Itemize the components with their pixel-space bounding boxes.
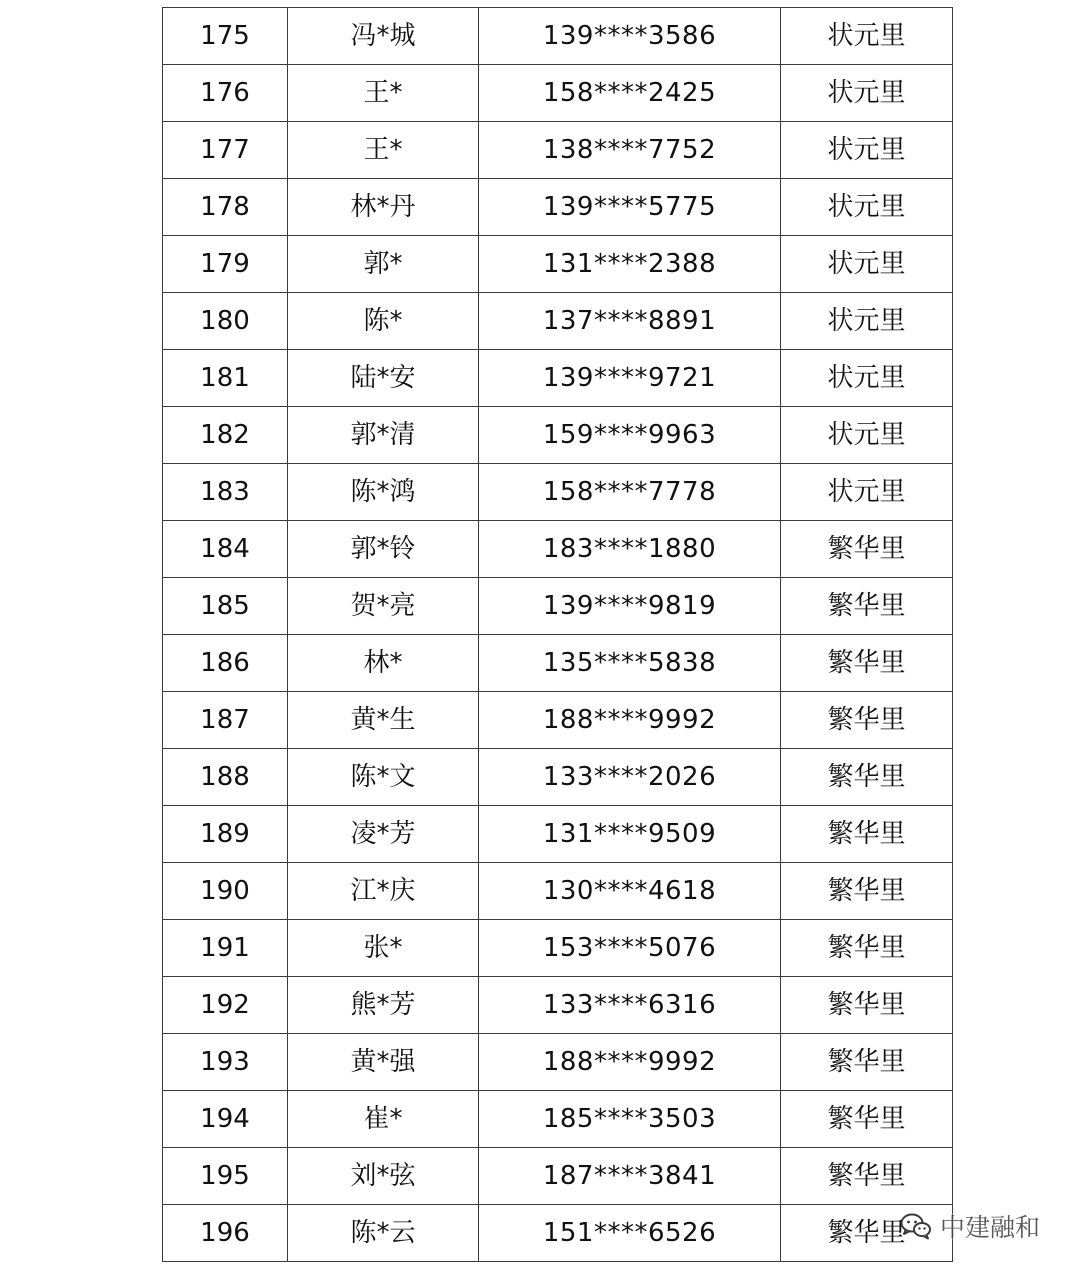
cell-no: 185 [163,578,288,635]
cell-name: 熊*芳 [288,977,479,1034]
cell-area: 繁华里 [781,1148,953,1205]
cell-phone: 138****7752 [479,122,781,179]
cell-phone: 133****2026 [479,749,781,806]
cell-name: 冯*城 [288,8,479,65]
table-row [163,407,953,464]
cell-name: 张* [288,920,479,977]
cell-phone: 139****5775 [479,179,781,236]
cell-area: 繁华里 [781,1091,953,1148]
cell-no: 189 [163,806,288,863]
cell-name: 陆*安 [288,350,479,407]
cell-area: 状元里 [781,236,953,293]
cell-name: 黄*强 [288,1034,479,1091]
cell-name: 贺*亮 [288,578,479,635]
table-row [163,578,953,635]
cell-phone: 133****6316 [479,977,781,1034]
table-row [163,1148,953,1205]
cell-name: 凌*芳 [288,806,479,863]
cell-no: 188 [163,749,288,806]
table-row [163,65,953,122]
table-row [163,236,953,293]
cell-no: 181 [163,350,288,407]
cell-phone: 137****8891 [479,293,781,350]
watermark-text: 中建融和 [940,1213,1041,1242]
table-row [163,1034,953,1091]
cell-no: 193 [163,1034,288,1091]
cell-no: 192 [163,977,288,1034]
table-row [163,692,953,749]
cell-phone: 183****1880 [479,521,781,578]
wechat-icon [900,1212,932,1240]
roster-body [163,8,953,1262]
cell-phone: 158****7778 [479,464,781,521]
cell-no: 179 [163,236,288,293]
cell-phone: 188****9992 [479,692,781,749]
cell-area: 状元里 [781,293,953,350]
cell-area: 繁华里 [781,920,953,977]
table-row [163,179,953,236]
cell-no: 184 [163,521,288,578]
table-row [163,863,953,920]
cell-area: 状元里 [781,179,953,236]
cell-name: 林*丹 [288,179,479,236]
cell-no: 177 [163,122,288,179]
table-row [163,464,953,521]
cell-phone: 130****4618 [479,863,781,920]
cell-phone: 139****9721 [479,350,781,407]
cell-phone: 131****2388 [479,236,781,293]
cell-area: 繁华里 [781,749,953,806]
cell-no: 194 [163,1091,288,1148]
cell-area: 状元里 [781,65,953,122]
cell-no: 182 [163,407,288,464]
cell-no: 178 [163,179,288,236]
table-row [163,122,953,179]
cell-area: 繁华里 [781,521,953,578]
table-row [163,635,953,692]
cell-no: 176 [163,65,288,122]
table-row [163,8,953,65]
cell-phone: 185****3503 [479,1091,781,1148]
cell-area: 状元里 [781,407,953,464]
cell-phone: 135****5838 [479,635,781,692]
cell-name: 王* [288,122,479,179]
cell-name: 陈* [288,293,479,350]
cell-name: 王* [288,65,479,122]
cell-name: 郭*清 [288,407,479,464]
cell-no: 180 [163,293,288,350]
table-row [163,521,953,578]
cell-phone: 188****9992 [479,1034,781,1091]
cell-area: 繁华里 [781,1034,953,1091]
table-row [163,749,953,806]
cell-no: 191 [163,920,288,977]
cell-name: 黄*生 [288,692,479,749]
cell-area: 繁华里 [781,578,953,635]
table-row [163,1091,953,1148]
cell-name: 林* [288,635,479,692]
cell-name: 陈*文 [288,749,479,806]
table-row [163,293,953,350]
cell-phone: 131****9509 [479,806,781,863]
cell-area: 繁华里 [781,863,953,920]
cell-name: 郭* [288,236,479,293]
cell-no: 175 [163,8,288,65]
cell-no: 186 [163,635,288,692]
cell-no: 195 [163,1148,288,1205]
cell-name: 陈*云 [288,1205,479,1262]
table-row [163,977,953,1034]
cell-name: 郭*铃 [288,521,479,578]
cell-phone: 139****9819 [479,578,781,635]
roster-sheet [162,7,952,1273]
cell-phone: 153****5076 [479,920,781,977]
cell-no: 196 [163,1205,288,1262]
cell-area: 状元里 [781,464,953,521]
cell-area: 繁华里 [781,806,953,863]
cell-phone: 159****9963 [479,407,781,464]
cell-area: 繁华里 [781,977,953,1034]
table-row [163,1205,953,1262]
cell-no: 187 [163,692,288,749]
roster-table [162,7,953,1262]
cell-area: 繁华里 [781,1205,953,1262]
cell-phone: 151****6526 [479,1205,781,1262]
cell-phone: 158****2425 [479,65,781,122]
cell-phone: 187****3841 [479,1148,781,1205]
cell-area: 繁华里 [781,692,953,749]
cell-no: 190 [163,863,288,920]
cell-area: 繁华里 [781,635,953,692]
watermark [900,1208,1040,1244]
cell-area: 状元里 [781,350,953,407]
table-row [163,806,953,863]
cell-area: 状元里 [781,8,953,65]
cell-phone: 139****3586 [479,8,781,65]
cell-area: 状元里 [781,122,953,179]
cell-name: 江*庆 [288,863,479,920]
table-row [163,920,953,977]
cell-no: 183 [163,464,288,521]
cell-name: 崔* [288,1091,479,1148]
cell-name: 陈*鸿 [288,464,479,521]
table-row [163,350,953,407]
cell-name: 刘*弦 [288,1148,479,1205]
